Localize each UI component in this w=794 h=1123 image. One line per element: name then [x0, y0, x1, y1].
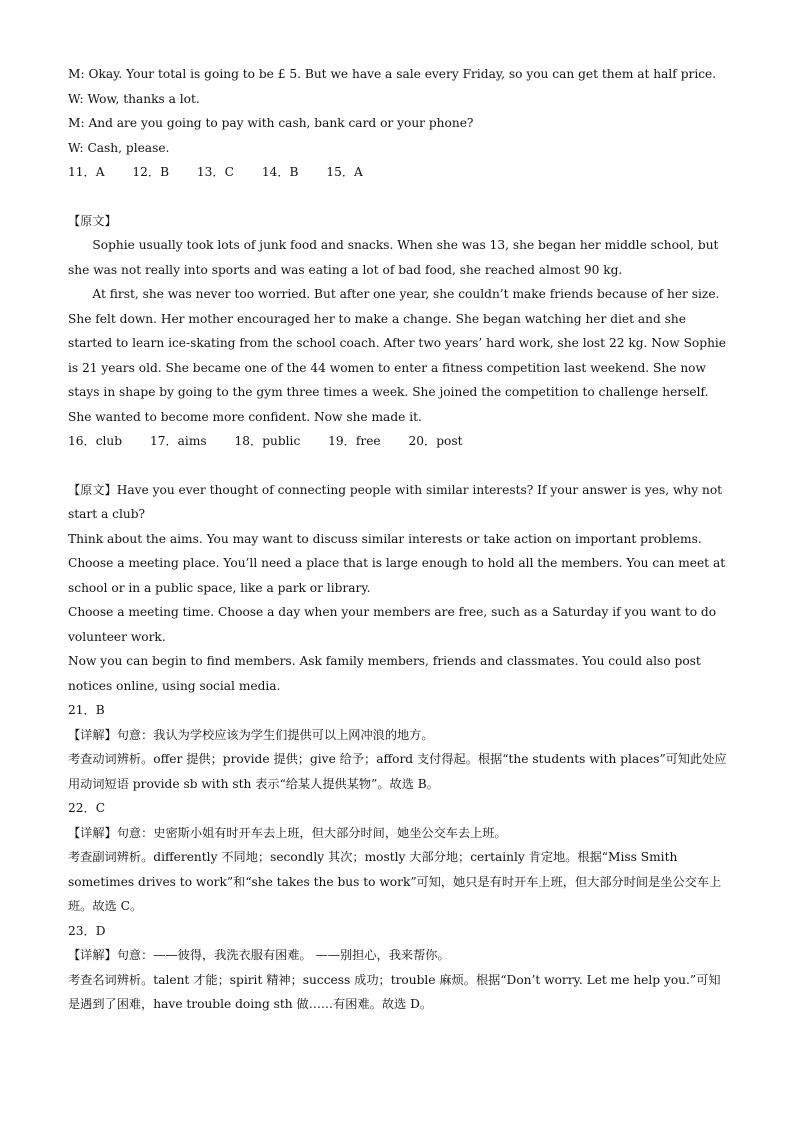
transcript-paragraph: Sophie usually took lots of junk food and snacks. When she was 13, she began her middle school, but she was not really into sports and was eating a lot of bad food, she reached almost 90 kg.	[68, 238, 719, 277]
answer-item: 15．A	[326, 165, 363, 179]
explanation-meaning: 【详解】句意：我认为学校应该为学生们提供可以上网冲浪的地方。	[68, 727, 434, 742]
question-number: 22．C	[68, 801, 106, 815]
answer-item: 16．club	[68, 434, 123, 448]
answers-16-20	[68, 429, 728, 454]
answer-item: 13．C	[196, 165, 234, 179]
transcript-line: Choose a meeting place. You’ll need a place that is large enough to hold all the members. You can meet at school or in a public space, like a park or library.	[68, 556, 726, 595]
explanation-analysis: 考查名词辨析。talent 才能；spirit 精神；success 成功；trouble 麻烦。根据“Don’t worry. Let me help you.”可知是遇到了困难，have trouble doing sth 做……有困难。故选 D。	[68, 972, 721, 1011]
question-number: 23．D	[68, 923, 106, 938]
transcript-line: 【原文】Have you ever thought of connecting people with similar interests? If your answer is yes, why not start a club?	[68, 482, 723, 521]
question-number: 21．B	[68, 703, 105, 717]
answers-11-15	[68, 160, 728, 185]
explanation-meaning: 【详解】句意：史密斯小姐有时开车去上班，但大部分时间，她坐公交车去上班。	[68, 825, 507, 840]
transcript-line: Think about the aims. You may want to discuss similar interests or take action on important problems.	[68, 531, 702, 546]
section-label: 【原文】	[68, 482, 117, 497]
answer-item: 11．A	[68, 165, 105, 179]
answer-item: 14．B	[261, 165, 299, 179]
explanation-analysis: 考查副词辨析。differently 不同地；secondly 其次；mostly 大部分地；certainly 肯定地。根据“Miss Smith sometimes drives to work”和“she takes the bus to work”可知，她只是有时开车上班，但大部分时间是坐公交车上班。故选 C。	[68, 850, 722, 913]
dialogue-line: W: Cash, please.	[68, 140, 170, 155]
explanation-analysis: 考查动词辨析。offer 提供；provide 提供；give 给予；afford 支付得起。根据“the students with places”可知此处应用动词短语 provide sb with sth 表示“给某人提供某物”。故选 B。	[68, 752, 727, 791]
answer-item: 19．free	[328, 434, 381, 448]
dialogue-line: M: Okay. Your total is going to be £ 5. But we have a sale every Friday, so you can get them at half price.	[68, 67, 717, 81]
dialogue-line: W: Wow, thanks a lot.	[68, 91, 200, 106]
detail-label: 【详解】	[68, 948, 117, 962]
transcript-line: Choose a meeting time. Choose a day when your members are free, such as a Saturday if you want to do volunteer work.	[68, 605, 717, 644]
explanation-meaning: 【详解】句意：——彼得，我洗衣服有困难。 ——别担心，我来帮你。	[68, 948, 450, 962]
section-label: 【原文】	[68, 213, 117, 228]
answer-item: 12．B	[132, 165, 170, 179]
transcript-line: Now you can begin to find members. Ask family members, friends and classmates. You could also post notices online, using social media.	[68, 654, 701, 693]
answer-item: 20．post	[408, 434, 463, 448]
answer-item: 17．aims	[149, 434, 207, 448]
dialogue-line: M: And are you going to pay with cash, bank card or your phone?	[68, 116, 474, 130]
document-page	[68, 62, 728, 1017]
transcript-paragraph: At first, she was never too worried. But after one year, she couldn’t make friends because of her size. She felt down. Her mother encouraged her to make a change. She began watching her diet and she started to learn ice-skating from the school coach. After two years’ hard work, she lost 22 kg. Now Sophie is 21 years old. She became one of the 44 women to enter a fitness competition last weekend. She now stays in shape by going to the gym three times a week. She joined the competition to challenge herself. She wanted to become more confident. Now she made it.	[68, 287, 727, 424]
answer-item: 18．public	[234, 434, 301, 448]
detail-label: 【详解】	[68, 727, 117, 742]
detail-label: 【详解】	[68, 825, 117, 840]
